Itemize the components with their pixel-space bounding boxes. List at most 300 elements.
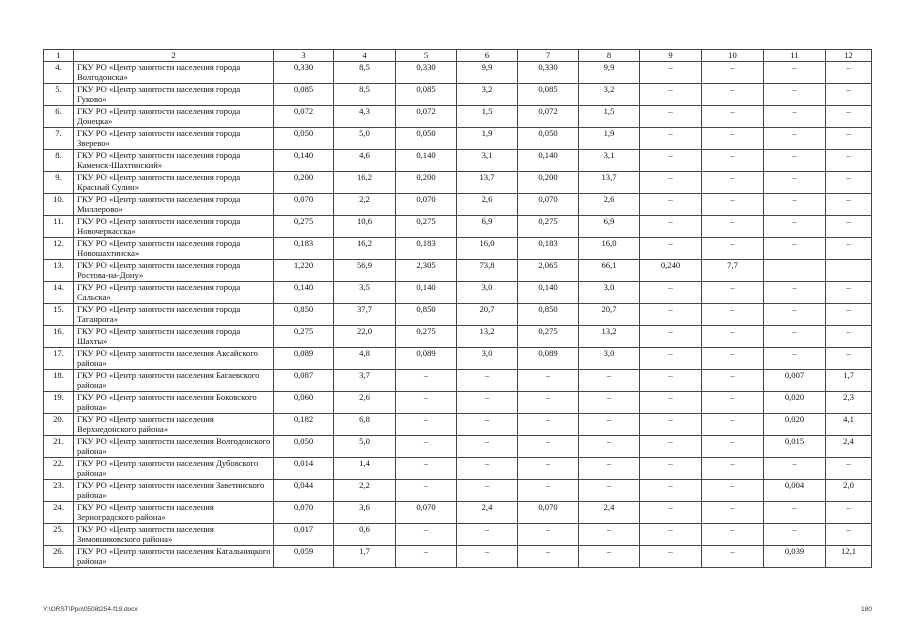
value-cell: –: [826, 458, 872, 480]
value-cell: –: [702, 502, 764, 524]
organization-cell: ГКУ РО «Центр занятости населения города Новошахтинска»: [74, 238, 274, 260]
value-cell: 0,039: [764, 546, 826, 568]
value-cell: –: [826, 348, 872, 370]
value-cell: –: [518, 414, 579, 436]
value-cell: –: [640, 326, 702, 348]
value-cell: 2,065: [518, 260, 579, 282]
value-cell: 3,0: [579, 348, 640, 370]
value-cell: –: [764, 524, 826, 546]
value-cell: –: [826, 282, 872, 304]
value-cell: 0,182: [274, 414, 334, 436]
value-cell: 2,305: [396, 260, 457, 282]
value-cell: 1,5: [457, 106, 518, 128]
value-cell: 0,183: [518, 238, 579, 260]
organization-cell: ГКУ РО «Центр занятости населения города Таганрога»: [74, 304, 274, 326]
value-cell: –: [640, 524, 702, 546]
table-row: [44, 414, 872, 436]
row-number-cell: 23.: [44, 480, 74, 502]
value-cell: 4,1: [826, 414, 872, 436]
value-cell: –: [457, 436, 518, 458]
value-cell: 0,200: [274, 172, 334, 194]
value-cell: 0,070: [396, 194, 457, 216]
table-header-row: [44, 50, 872, 62]
table-row: [44, 524, 872, 546]
value-cell: –: [826, 106, 872, 128]
value-cell: 16,2: [334, 238, 396, 260]
value-cell: 1,9: [457, 128, 518, 150]
table-row: [44, 326, 872, 348]
table-row: [44, 62, 872, 84]
value-cell: –: [702, 370, 764, 392]
value-cell: 9,9: [457, 62, 518, 84]
value-cell: 8,5: [334, 84, 396, 106]
value-cell: 4,8: [334, 348, 396, 370]
value-cell: 0,275: [396, 326, 457, 348]
value-cell: 0,240: [640, 260, 702, 282]
value-cell: 1,4: [334, 458, 396, 480]
value-cell: 0,050: [274, 128, 334, 150]
value-cell: 22,0: [334, 326, 396, 348]
organization-cell: ГКУ РО «Центр занятости населения города Сальска»: [74, 282, 274, 304]
value-cell: –: [826, 304, 872, 326]
value-cell: –: [702, 84, 764, 106]
organization-cell: ГКУ РО «Центр занятости населения Дубовского района»: [74, 458, 274, 480]
value-cell: 0,072: [396, 106, 457, 128]
value-cell: 20,7: [579, 304, 640, 326]
value-cell: –: [702, 128, 764, 150]
organization-cell: ГКУ РО «Центр занятости населения Кагальницкого района»: [74, 546, 274, 568]
value-cell: 4,3: [334, 106, 396, 128]
value-cell: 3,0: [457, 282, 518, 304]
header-cell: 9: [640, 50, 702, 62]
header-cell: 6: [457, 50, 518, 62]
table-row: [44, 436, 872, 458]
value-cell: 0,850: [396, 304, 457, 326]
header-cell: 1: [44, 50, 74, 62]
row-number-cell: 21.: [44, 436, 74, 458]
table-row: [44, 282, 872, 304]
value-cell: 0,004: [764, 480, 826, 502]
row-number-cell: 17.: [44, 348, 74, 370]
table-row: [44, 150, 872, 172]
value-cell: 1,5: [579, 106, 640, 128]
value-cell: 6,8: [334, 414, 396, 436]
value-cell: 0,070: [274, 194, 334, 216]
organization-cell: ГКУ РО «Центр занятости населения Боковского района»: [74, 392, 274, 414]
value-cell: –: [640, 436, 702, 458]
value-cell: –: [702, 524, 764, 546]
organization-cell: ГКУ РО «Центр занятости населения Зимовниковского района»: [74, 524, 274, 546]
row-number-cell: 7.: [44, 128, 74, 150]
row-number-cell: 25.: [44, 524, 74, 546]
value-cell: –: [826, 150, 872, 172]
value-cell: –: [579, 370, 640, 392]
value-cell: –: [702, 238, 764, 260]
value-cell: 0,050: [274, 436, 334, 458]
value-cell: 0,183: [396, 238, 457, 260]
value-cell: 0,085: [518, 84, 579, 106]
value-cell: 2,4: [826, 436, 872, 458]
value-cell: 6,9: [457, 216, 518, 238]
value-cell: 3,0: [457, 348, 518, 370]
value-cell: 2,4: [579, 502, 640, 524]
row-number-cell: 4.: [44, 62, 74, 84]
value-cell: 0,330: [274, 62, 334, 84]
value-cell: –: [640, 370, 702, 392]
value-cell: –: [826, 62, 872, 84]
value-cell: –: [457, 480, 518, 502]
value-cell: 3,1: [457, 150, 518, 172]
value-cell: 0,085: [396, 84, 457, 106]
value-cell: 0,060: [274, 392, 334, 414]
value-cell: –: [702, 150, 764, 172]
organization-cell: ГКУ РО «Центр занятости населения города Донецка»: [74, 106, 274, 128]
table-row: [44, 546, 872, 568]
row-number-cell: 18.: [44, 370, 74, 392]
value-cell: 2,0: [826, 480, 872, 502]
value-cell: –: [702, 194, 764, 216]
value-cell: –: [702, 480, 764, 502]
value-cell: –: [457, 414, 518, 436]
header-cell: 12: [826, 50, 872, 62]
value-cell: 0,275: [396, 216, 457, 238]
row-number-cell: 14.: [44, 282, 74, 304]
value-cell: 3,5: [334, 282, 396, 304]
organization-cell: ГКУ РО «Центр занятости населения города Каменск-Шахтинский»: [74, 150, 274, 172]
value-cell: –: [702, 414, 764, 436]
header-cell: 7: [518, 50, 579, 62]
table-row: [44, 348, 872, 370]
value-cell: –: [640, 414, 702, 436]
value-cell: –: [826, 524, 872, 546]
organization-cell: ГКУ РО «Центр занятости населения города Миллерово»: [74, 194, 274, 216]
value-cell: 37,7: [334, 304, 396, 326]
value-cell: –: [457, 546, 518, 568]
value-cell: 2,2: [334, 480, 396, 502]
value-cell: –: [640, 128, 702, 150]
value-cell: 0,087: [274, 370, 334, 392]
value-cell: 5,0: [334, 128, 396, 150]
value-cell: 3,0: [579, 282, 640, 304]
organization-cell: ГКУ РО «Центр занятости населения Заветинского района»: [74, 480, 274, 502]
value-cell: 3,2: [457, 84, 518, 106]
row-number-cell: 8.: [44, 150, 74, 172]
value-cell: –: [764, 216, 826, 238]
value-cell: –: [396, 392, 457, 414]
value-cell: –: [518, 524, 579, 546]
value-cell: –: [764, 238, 826, 260]
page-number: 180: [861, 606, 872, 613]
value-cell: 56,9: [334, 260, 396, 282]
value-cell: –: [396, 436, 457, 458]
value-cell: –: [764, 502, 826, 524]
value-cell: –: [764, 304, 826, 326]
value-cell: –: [579, 414, 640, 436]
value-cell: –: [702, 172, 764, 194]
table-row: [44, 106, 872, 128]
document-table-container: [43, 49, 871, 568]
value-cell: –: [640, 238, 702, 260]
value-cell: –: [640, 304, 702, 326]
value-cell: –: [640, 458, 702, 480]
row-number-cell: 20.: [44, 414, 74, 436]
value-cell: 1,220: [274, 260, 334, 282]
header-cell: 3: [274, 50, 334, 62]
value-cell: 0,140: [518, 150, 579, 172]
value-cell: 0,140: [274, 150, 334, 172]
value-cell: 5,0: [334, 436, 396, 458]
value-cell: –: [579, 436, 640, 458]
value-cell: 2,6: [579, 194, 640, 216]
value-cell: 0,070: [518, 194, 579, 216]
value-cell: –: [702, 326, 764, 348]
value-cell: –: [826, 502, 872, 524]
value-cell: –: [702, 392, 764, 414]
value-cell: –: [826, 194, 872, 216]
header-cell: 2: [74, 50, 274, 62]
value-cell: 0,140: [274, 282, 334, 304]
header-cell: 10: [702, 50, 764, 62]
value-cell: 1,9: [579, 128, 640, 150]
row-number-cell: 11.: [44, 216, 74, 238]
value-cell: 0,275: [518, 326, 579, 348]
value-cell: –: [702, 106, 764, 128]
value-cell: –: [579, 392, 640, 414]
value-cell: 0,330: [396, 62, 457, 84]
value-cell: 0,085: [274, 84, 334, 106]
row-number-cell: 12.: [44, 238, 74, 260]
value-cell: –: [640, 62, 702, 84]
value-cell: –: [702, 62, 764, 84]
value-cell: 12,1: [826, 546, 872, 568]
value-cell: 73,8: [457, 260, 518, 282]
table-row: [44, 194, 872, 216]
table-row: [44, 392, 872, 414]
value-cell: 0,850: [518, 304, 579, 326]
value-cell: 4,6: [334, 150, 396, 172]
row-number-cell: 24.: [44, 502, 74, 524]
value-cell: 16,0: [579, 238, 640, 260]
value-cell: –: [518, 480, 579, 502]
value-cell: –: [702, 348, 764, 370]
value-cell: –: [640, 172, 702, 194]
value-cell: 0,6: [334, 524, 396, 546]
value-cell: –: [396, 458, 457, 480]
value-cell: –: [640, 282, 702, 304]
organization-cell: ГКУ РО «Центр занятости населения города Зверево»: [74, 128, 274, 150]
value-cell: 0,089: [396, 348, 457, 370]
value-cell: 0,070: [518, 502, 579, 524]
value-cell: –: [396, 414, 457, 436]
table-row: [44, 238, 872, 260]
value-cell: –: [457, 370, 518, 392]
value-cell: 2,4: [457, 502, 518, 524]
value-cell: 20,7: [457, 304, 518, 326]
value-cell: 0,089: [518, 348, 579, 370]
organization-cell: ГКУ РО «Центр занятости населения Багаевского района»: [74, 370, 274, 392]
value-cell: [826, 260, 872, 282]
value-cell: –: [518, 370, 579, 392]
value-cell: –: [764, 150, 826, 172]
value-cell: 2,2: [334, 194, 396, 216]
value-cell: –: [518, 436, 579, 458]
organization-cell: ГКУ РО «Центр занятости населения города Ростова-на-Дону»: [74, 260, 274, 282]
value-cell: –: [764, 106, 826, 128]
value-cell: –: [640, 216, 702, 238]
file-path-footer: Y:\ORST\Ppo\0508t254-f19.docx: [43, 606, 138, 613]
table-row: [44, 260, 872, 282]
value-cell: –: [702, 436, 764, 458]
value-cell: 16,2: [334, 172, 396, 194]
value-cell: 0,200: [518, 172, 579, 194]
value-cell: 0,059: [274, 546, 334, 568]
organization-cell: ГКУ РО «Центр занятости населения города Волгодонска»: [74, 62, 274, 84]
table-row: [44, 502, 872, 524]
row-number-cell: 19.: [44, 392, 74, 414]
table-row: [44, 216, 872, 238]
value-cell: –: [826, 216, 872, 238]
value-cell: –: [764, 172, 826, 194]
value-cell: 13,7: [579, 172, 640, 194]
value-cell: [764, 260, 826, 282]
value-cell: 0,020: [764, 392, 826, 414]
value-cell: –: [457, 392, 518, 414]
organization-cell: ГКУ РО «Центр занятости населения города Красный Сулин»: [74, 172, 274, 194]
value-cell: –: [518, 546, 579, 568]
value-cell: 0,072: [518, 106, 579, 128]
value-cell: –: [702, 458, 764, 480]
value-cell: –: [764, 458, 826, 480]
value-cell: –: [579, 458, 640, 480]
value-cell: –: [457, 458, 518, 480]
row-number-cell: 5.: [44, 84, 74, 106]
value-cell: 3,2: [579, 84, 640, 106]
value-cell: 1,7: [826, 370, 872, 392]
value-cell: 0,089: [274, 348, 334, 370]
value-cell: –: [764, 282, 826, 304]
value-cell: 0,014: [274, 458, 334, 480]
value-cell: –: [702, 216, 764, 238]
value-cell: 13,2: [457, 326, 518, 348]
value-cell: –: [518, 458, 579, 480]
value-cell: –: [640, 84, 702, 106]
value-cell: –: [764, 128, 826, 150]
value-cell: –: [764, 194, 826, 216]
value-cell: 10,6: [334, 216, 396, 238]
value-cell: –: [826, 326, 872, 348]
value-cell: 9,9: [579, 62, 640, 84]
table-row: [44, 480, 872, 502]
value-cell: –: [764, 348, 826, 370]
table-row: [44, 128, 872, 150]
value-cell: –: [396, 480, 457, 502]
row-number-cell: 10.: [44, 194, 74, 216]
value-cell: –: [764, 326, 826, 348]
value-cell: –: [826, 238, 872, 260]
value-cell: 0,044: [274, 480, 334, 502]
value-cell: –: [457, 524, 518, 546]
organization-cell: ГКУ РО «Центр занятости населения города Новочеркасска»: [74, 216, 274, 238]
value-cell: –: [702, 282, 764, 304]
value-cell: –: [702, 304, 764, 326]
value-cell: –: [396, 546, 457, 568]
organization-cell: ГКУ РО «Центр занятости населения Верхнедонского района»: [74, 414, 274, 436]
value-cell: 0,140: [518, 282, 579, 304]
value-cell: –: [826, 84, 872, 106]
row-number-cell: 16.: [44, 326, 74, 348]
table-row: [44, 370, 872, 392]
table-row: [44, 172, 872, 194]
row-number-cell: 6.: [44, 106, 74, 128]
value-cell: –: [640, 546, 702, 568]
value-cell: 0,275: [274, 326, 334, 348]
value-cell: 0,072: [274, 106, 334, 128]
value-cell: 66,1: [579, 260, 640, 282]
organization-cell: ГКУ РО «Центр занятости населения Зерноградского района»: [74, 502, 274, 524]
value-cell: 13,2: [579, 326, 640, 348]
value-cell: –: [640, 106, 702, 128]
value-cell: 0,275: [518, 216, 579, 238]
data-table: [43, 49, 872, 568]
value-cell: 2,6: [334, 392, 396, 414]
value-cell: 0,330: [518, 62, 579, 84]
value-cell: –: [640, 502, 702, 524]
value-cell: 2,3: [826, 392, 872, 414]
table-body: [44, 50, 872, 568]
header-cell: 8: [579, 50, 640, 62]
value-cell: 16,0: [457, 238, 518, 260]
value-cell: 0,017: [274, 524, 334, 546]
organization-cell: ГКУ РО «Центр занятости населения города Шахты»: [74, 326, 274, 348]
value-cell: 0,007: [764, 370, 826, 392]
row-number-cell: 9.: [44, 172, 74, 194]
value-cell: –: [579, 524, 640, 546]
value-cell: 0,850: [274, 304, 334, 326]
header-cell: 5: [396, 50, 457, 62]
row-number-cell: 13.: [44, 260, 74, 282]
value-cell: 0,140: [396, 150, 457, 172]
value-cell: –: [826, 128, 872, 150]
value-cell: 0,275: [274, 216, 334, 238]
value-cell: –: [640, 150, 702, 172]
value-cell: 0,140: [396, 282, 457, 304]
value-cell: –: [396, 524, 457, 546]
value-cell: –: [396, 370, 457, 392]
value-cell: –: [764, 84, 826, 106]
value-cell: –: [640, 480, 702, 502]
table-row: [44, 84, 872, 106]
value-cell: –: [518, 392, 579, 414]
value-cell: 6,9: [579, 216, 640, 238]
value-cell: 3,7: [334, 370, 396, 392]
header-cell: 4: [334, 50, 396, 62]
row-number-cell: 22.: [44, 458, 74, 480]
value-cell: –: [702, 546, 764, 568]
value-cell: –: [579, 480, 640, 502]
value-cell: 3,6: [334, 502, 396, 524]
value-cell: 0,020: [764, 414, 826, 436]
value-cell: –: [579, 546, 640, 568]
value-cell: 0,183: [274, 238, 334, 260]
value-cell: –: [764, 62, 826, 84]
header-cell: 11: [764, 50, 826, 62]
value-cell: 0,050: [396, 128, 457, 150]
value-cell: 7,7: [702, 260, 764, 282]
table-row: [44, 304, 872, 326]
value-cell: 8,5: [334, 62, 396, 84]
value-cell: 13,7: [457, 172, 518, 194]
value-cell: 0,200: [396, 172, 457, 194]
